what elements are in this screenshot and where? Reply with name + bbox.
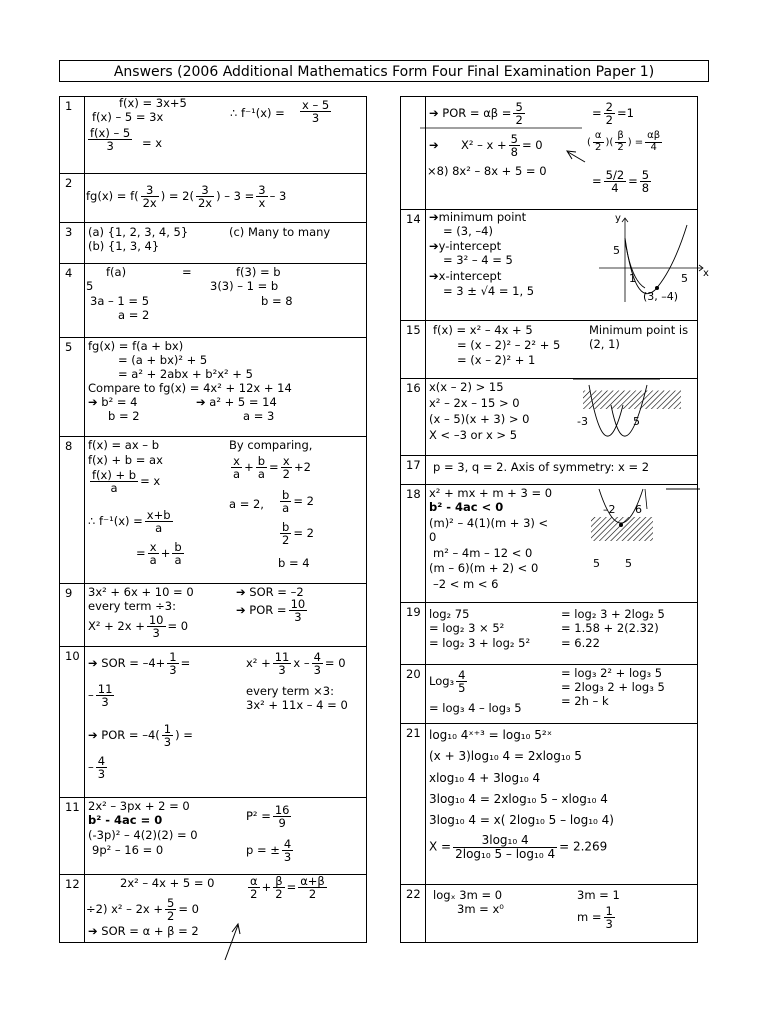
answer-line: (a) {1, 2, 3, 4, 5} — [88, 225, 189, 239]
question-number: 1 — [60, 97, 85, 173]
answer-line: 9p² – 16 = 0 — [92, 843, 164, 857]
answer-line: (-3p)² – 4(2)(2) = 0 — [88, 828, 198, 842]
answer-line: X = $\frac{\text{3log₁₀ 4}}{\text{2log₁₀ 5 – log₁₀ 4}}$ = 2.269 — [429, 833, 608, 861]
answer-line: = — [182, 265, 192, 279]
answer-line: ➔minimum point — [429, 210, 527, 224]
question-number: 19 — [401, 603, 426, 664]
answer-line: 3(3) – 1 = b — [210, 279, 279, 293]
answer-line: = (a + bx)² + 5 — [118, 353, 208, 367]
answer-line: $\frac{b}{2}$ = 2 — [282, 520, 314, 548]
answer-line: (b) {1, 3, 4} — [88, 239, 160, 253]
graph-label: 5 — [593, 557, 600, 570]
answer-line: ➔ b² = 4 — [88, 395, 138, 409]
answer-line: a = 2 — [118, 308, 150, 322]
answer-line: = (x – 2)² – 2² + 5 — [457, 338, 561, 352]
answer-line: = log₃ 4 – log₃ 5 — [429, 701, 522, 715]
answer-line: fg(x) = f(a + bx) — [88, 339, 184, 353]
answer-line: = (x – 2)² + 1 — [457, 353, 536, 367]
root-label: 6 — [635, 503, 642, 516]
question-number: 4 — [60, 264, 85, 337]
root-label: 5 — [633, 415, 640, 428]
answer-line: (m)² – 4(1)(m + 3) < — [429, 516, 549, 530]
question-number: 15 — [401, 321, 426, 378]
answer-line: every term ÷3: — [88, 599, 176, 613]
question-number: 3 — [60, 223, 85, 263]
answer-line: a = 3 — [243, 409, 275, 423]
answer-line: p = ± $\frac{4}{3}$ — [246, 837, 292, 865]
answer-line: = log₂ 3 + log₂ 5² — [429, 636, 531, 650]
answer-line: b² - 4ac = 0 — [88, 813, 163, 827]
answer-line: logₓ 3m = 0 — [433, 888, 503, 902]
answer-line: fg(x) = f( $\frac{3}{2x}$ ) = 2( $\frac{3}{2x}$ ) – 3 = $\frac{3}{x}$ – 3 — [86, 183, 287, 211]
answer-line: X < –3 or x > 5 — [429, 428, 518, 442]
answer-line: b = 8 — [261, 294, 293, 308]
answer-line: = 2log₃ 2 + log₃ 5 — [561, 680, 665, 694]
answer-line: $\frac{b}{a}$ = 2 — [282, 488, 314, 516]
answer-line: –2 < m < 6 — [433, 577, 499, 591]
answer-line: 3m = 1 — [577, 888, 620, 902]
question-number: 10 — [60, 647, 85, 797]
answer-line: f(a) — [106, 265, 127, 279]
answer-line: 2x² – 4x + 5 = 0 — [120, 876, 215, 890]
answer-line: = 1.58 + 2(2.32) — [561, 621, 659, 635]
answer-line: (x + 3)log₁₀ 4 = 2xlog₁₀ 5 — [429, 749, 582, 763]
answer-line: x² + $\frac{11}{3}$ x – $\frac{4}{3}$ = 0 — [246, 650, 346, 678]
question-number: 17 — [401, 456, 426, 484]
answer-line: log₁₀ 4ˣ⁺³ = log₁₀ 5²ˣ — [429, 728, 553, 742]
answer-line: 3m = x⁰ — [457, 902, 504, 916]
answer-line: = log₂ 3 × 5² — [429, 621, 505, 635]
answer-line: ➔ a² + 5 = 14 — [196, 395, 277, 409]
answer-line: every term ×3: — [246, 684, 334, 698]
answer-line: 3log₁₀ 4 = x( 2log₁₀ 5 – log₁₀ 4) — [429, 813, 614, 827]
answer-line: $\frac{x}{a}$ + $\frac{b}{a}$ = $\frac{x}{2}$ +2 — [233, 454, 311, 482]
answer-line: x² + mx + m + 3 = 0 — [429, 486, 553, 500]
answer-line: log₂ 75 — [429, 607, 470, 621]
answer-line: X² – x + $\frac{5}{8}$ = 0 — [461, 132, 543, 160]
answer-line: f(x) + b = ax — [88, 453, 163, 467]
answer-line: ∴ f⁻¹(x) = — [230, 106, 285, 120]
question-number: 18 — [401, 485, 426, 602]
answer-line: m² – 4m – 12 < 0 — [433, 546, 533, 560]
answer-line: = $\frac{2}{2}$ =1 — [592, 100, 634, 128]
y-intercept-label: 5 — [613, 244, 620, 257]
answer-line: = x — [142, 136, 163, 150]
answer-line: m = $\frac{1}{3}$ — [577, 904, 613, 932]
answer-line: b² - 4ac < 0 — [429, 500, 504, 514]
answer-line: By comparing, — [229, 438, 313, 452]
answer-line: a = 2, — [229, 497, 264, 511]
question-number: 9 — [60, 584, 85, 646]
answer-line: (2, 1) — [589, 337, 620, 351]
answer-line: ➔ SOR = –4+ $\frac{1}{3}$ = — [88, 650, 191, 678]
answer-line: 3x² + 6x + 10 = 0 — [88, 585, 194, 599]
answer-line: (c) Many to many — [229, 225, 331, 239]
answer-line: f(x) = 3x+5 — [119, 96, 187, 110]
answer-line: = 2h – k — [561, 694, 609, 708]
page-title: Answers (2006 Additional Mathematics Form Four Final Examination Paper 1) — [59, 60, 709, 82]
answer-line: ➔ POR = αβ = $\frac{5}{2}$ — [429, 100, 523, 128]
answer-fraction: $\frac{x - 5}{3}$ — [302, 98, 330, 126]
question-number: 5 — [60, 338, 85, 436]
answer-line: $\frac{\alpha}{2}$ + $\frac{\beta}{2}$ = $\frac{\alpha+\beta}{2}$ — [250, 874, 325, 902]
answer-line: Compare to fg(x) = 4x² + 12x + 14 — [88, 381, 292, 395]
answer-line: f(x) – 5 = 3x — [92, 110, 164, 124]
answer-line: = $\frac{x}{a}$ + $\frac{b}{a}$ — [136, 540, 182, 568]
answer-line: Minimum point is — [589, 323, 689, 337]
root-label: -3 — [577, 415, 588, 428]
answer-line: ➔ SOR = –2 — [236, 585, 304, 599]
question-number: 16 — [401, 379, 426, 455]
answer-line: xlog₁₀ 4 + 3log₁₀ 4 — [429, 771, 541, 785]
answer-line: f(x) = ax – b — [88, 438, 159, 452]
answer-line: 2x² – 3px + 2 = 0 — [88, 799, 190, 813]
root-label: –2 — [603, 503, 616, 516]
y-axis-label: y — [615, 213, 621, 224]
question-number: 2 — [60, 174, 85, 222]
answer-line: Log₃ $\frac{4}{5}$ — [429, 668, 466, 696]
question-number: 22 — [401, 885, 426, 942]
answer-line: ➔y-intercept — [429, 239, 502, 253]
question-number: 8 — [60, 437, 85, 583]
answer-line: 3a – 1 = 5 — [90, 294, 150, 308]
answer-line: f(3) = b — [236, 265, 281, 279]
answer-line: 0 — [429, 530, 437, 544]
answer-line: f(x) = x² – 4x + 5 — [433, 323, 533, 337]
answer-line: P² = $\frac{16}{9}$ — [246, 803, 290, 831]
question-number: 20 — [401, 665, 426, 723]
answer-line: x² – 2x – 15 > 0 — [429, 396, 520, 410]
question-number: 11 — [60, 798, 85, 874]
answer-line: ×8) 8x² – 8x + 5 = 0 — [427, 164, 547, 178]
answer-line: = a² + 2abx + b²x² + 5 — [118, 367, 253, 381]
x-axis-label: x — [703, 268, 709, 279]
answer-line: x(x – 2) > 15 — [429, 380, 504, 394]
answer-line: b = 2 — [108, 409, 140, 423]
answer-line: = 3 ± √4 = 1, 5 — [443, 284, 535, 298]
answer-line: ( $\frac{\alpha}{2}$ )( $\frac{\beta}{2}$ ) = $\frac{\alpha\beta}{4}$ — [587, 130, 661, 153]
answer-line: 5 — [86, 279, 94, 293]
answer-line: (x – 5)(x + 3) > 0 — [429, 412, 530, 426]
answer-line: – $\frac{11}{3}$ — [88, 682, 113, 710]
answer-line: = 6.22 — [561, 636, 600, 650]
question-number: 14 — [401, 210, 426, 320]
answer-line: p = 3, q = 2. Axis of symmetry: x = 2 — [433, 460, 650, 474]
answer-fraction: $\frac{f(x) - 5}{3}$ — [90, 126, 131, 154]
root-label: 5 — [681, 272, 688, 285]
answer-line: ➔ POR = –4( $\frac{1}{3}$ ) = — [88, 722, 193, 750]
minimum-point-label: (3, –4) — [643, 290, 679, 303]
question-number: 12 — [60, 875, 85, 942]
answer-line: = 3² – 4 = 5 — [443, 253, 513, 267]
answer-line: 3x² + 11x – 4 = 0 — [246, 698, 348, 712]
answer-line: ➔ SOR = α + β = 2 — [88, 924, 199, 938]
answer-line: 3log₁₀ 4 = 2xlog₁₀ 5 – xlog₁₀ 4 — [429, 792, 608, 806]
root-label: 1 — [629, 272, 636, 285]
answer-line: ÷2) x² – 2x + $\frac{5}{2}$ = 0 — [86, 896, 199, 924]
answer-line: b = 4 — [278, 556, 310, 570]
answer-line: = log₂ 3 + 2log₂ 5 — [561, 607, 665, 621]
answer-line: $\frac{f(x) + b}{a}$ = x — [92, 468, 161, 496]
graph-label: 5 — [625, 557, 632, 570]
answer-line: X² + 2x + $\frac{10}{3}$ = 0 — [88, 613, 189, 641]
answer-line: ∴ f⁻¹(x) = $\frac{x+b}{a}$ — [88, 508, 171, 536]
answer-line: – $\frac{4}{3}$ — [88, 754, 106, 782]
answer-line: = $\frac{5/2}{4}$ = $\frac{5}{8}$ — [592, 168, 650, 196]
answer-line: = (3, –4) — [443, 224, 493, 238]
answer-line: ➔ POR = $\frac{10}{3}$ — [236, 597, 306, 625]
question-number: 21 — [401, 724, 426, 884]
answer-line: ➔x-intercept — [429, 269, 502, 283]
answer-line: ➔ — [429, 138, 439, 152]
answer-line: = log₃ 2² + log₃ 5 — [561, 666, 663, 680]
answer-line: (m – 6)(m + 2) < 0 — [429, 561, 539, 575]
